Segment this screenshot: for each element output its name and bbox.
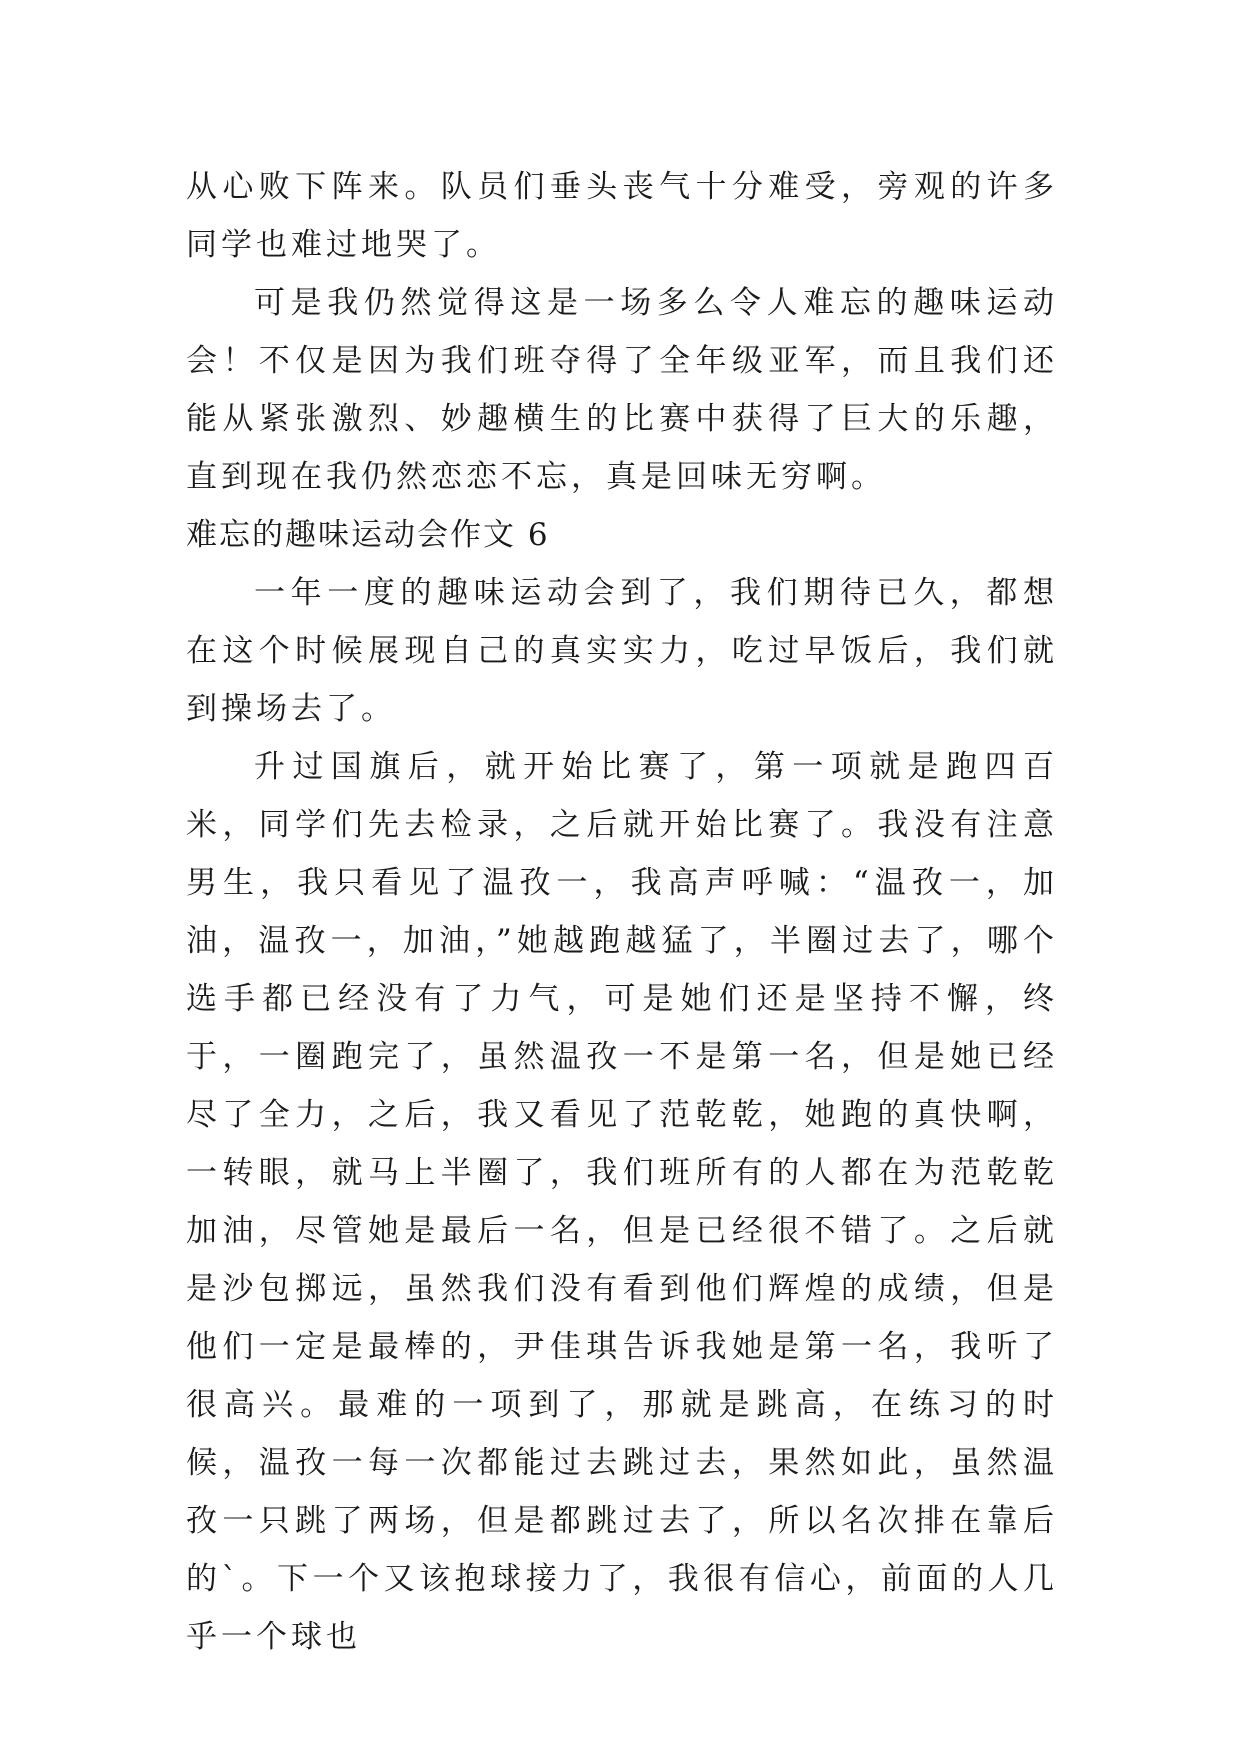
- paragraph-conclusion: 可是我仍然觉得这是一场多么令人难忘的趣味运动会！不仅是因为我们班夺得了全年级亚军，而且我们还能从紧张激烈、妙趣横生的比赛中获得了巨大的乐趣，直到现在我仍然恋恋不忘，真是回味无穷啊。: [186, 285, 1058, 495]
- document-body: [186, 158, 1058, 1666]
- paragraph-intro: 一年一度的趣味运动会到了，我们期待已久，都想在这个时候展现自己的真实实力，吃过早饭后，我们就到操场去了。: [186, 575, 1058, 727]
- paragraph-continuation: 从心败下阵来。队员们垂头丧气十分难受，旁观的许多同学也难过地哭了。: [186, 169, 1058, 263]
- paragraph-race: 升过国旗后，就开始比赛了，第一项就是跑四百米，同学们先去检录，之后就开始比赛了。我没有注意男生，我只看见了温孜一，我高声呼喊：“温孜一，加油，温孜一，加油，”她越跑越猛了，半圈过去了，哪个选手都已经没有了力气，可是她们还是坚持不懈，终于，一圈跑完了，虽然温孜一不是第一名，但是她已经尽了全力，之后，我又看见了范乾乾，她跑的真快啊，一转眼，就马上半圈了，我们班所有的人都在为范乾乾加油，尽管她是最后一名，但是已经很不错了。之后就是沙包掷远，虽然我们没有看到他们辉煌的成绩，但是他们一定是最棒的，尹佳琪告诉我她是第一名，我听了很高兴。最难的一项到了，那就是跳高，在练习的时候，温孜一每一次都能过去跳过去，果然如此，虽然温孜一只跳了两场，但是都跳过去了，所以名次排在靠后的`。下一个又该抱球接力了，我很有信心，前面的人几乎一个球也: [186, 749, 1058, 1655]
- section-title: 难忘的趣味运动会作文 6: [186, 517, 550, 553]
